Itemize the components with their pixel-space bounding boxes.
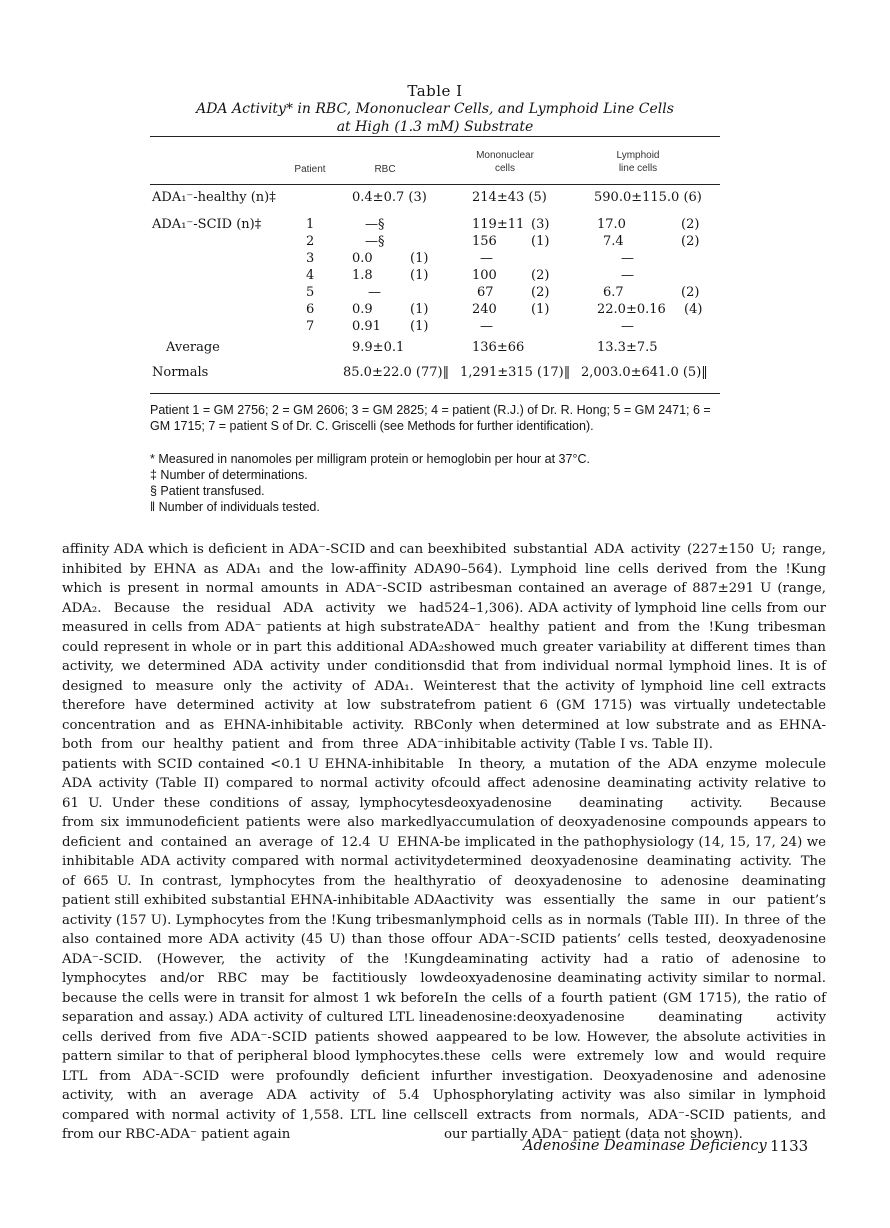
cell-normals-rbc: 85.0±22.0 (77)‖ xyxy=(343,365,450,380)
cell-lymphoid-value: 7.4 xyxy=(603,234,624,249)
cell-lymphoid-value: — xyxy=(621,268,634,283)
cell-patient: 5 xyxy=(306,285,315,300)
cell-patient: 7 xyxy=(306,319,315,334)
column-header-mononuclear-line-2: cells xyxy=(494,163,515,174)
table-header-rule xyxy=(150,184,720,185)
table-caption-line-2: at High (1.3 mM) Substrate xyxy=(336,119,534,135)
row-label-scid: ADA₁⁻-SCID (n)‡ xyxy=(152,217,262,232)
row-label-normals: Normals xyxy=(152,365,209,380)
cell-lymphoid-value: 6.7 xyxy=(603,285,624,300)
cell-rbc-n: (1) xyxy=(410,319,429,334)
cell-patient: 1 xyxy=(306,217,315,232)
row-label-healthy: ADA₁⁻-healthy (n)‡ xyxy=(152,190,276,205)
cell-rbc-value: 0.9 xyxy=(352,302,373,317)
table-heading xyxy=(150,82,720,136)
cell-lymphoid-n: (2) xyxy=(681,285,700,300)
cell-lymphoid-n: (2) xyxy=(681,234,700,249)
body-paragraph: In theory, a mutation of the ADA enzyme molecule could affect adenosine deaminating activity relative to deoxyadenosine deaminating activity. Because accumulation of deoxyadenosine compounds appears to be implicated in the pathophysiology (14, 15, 17, 24) we determined deoxyadenosine deaminating activity. The ratio of deoxyadenosine to adenosine deaminating activity was essentially the same in our patient’s lymphoid cells as in normals (Table III). In three of the four ADA⁻-SCID patients’ cells tested, deoxyadenosine deaminating activity had a ratio of adenosine to deoxyadenosine deaminating activity similar to normal. In the cells of a fourth patient (GM 1715), the ratio of adenosine:deoxyadenosine deaminating activity appeared to be low. However, the absolute activities in these cells were extremely low and would require further investigation. Deoxyadenosine and adenosine phosphorylating activity was also similar in lymphoid cell extracts from normals, ADA⁻-SCID patients, and our partially ADA⁻ patient (data not shown). xyxy=(444,756,826,1142)
cell-patient: 4 xyxy=(306,268,315,283)
page-number: 1133 xyxy=(770,1137,809,1155)
cell-rbc-value: —§ xyxy=(365,234,385,249)
cell-mononuclear-value: 67 xyxy=(477,285,494,300)
cell-mononuclear-value: 119±11 xyxy=(472,217,525,232)
cell-lymphoid-value: — xyxy=(621,251,634,266)
cell-lymphoid-value: 22.0±0.16 xyxy=(597,302,666,317)
cell-mononuclear-n: (2) xyxy=(531,268,550,283)
body-column-left xyxy=(62,540,444,1145)
cell-mononuclear-n: (1) xyxy=(531,234,550,249)
table-caption-line-1: ADA Activity* in RBC, Mononuclear Cells, and Lymphoid Line Cells xyxy=(196,101,674,117)
cell-lymphoid-value: — xyxy=(621,319,634,334)
row-label-average: Average xyxy=(166,340,220,355)
body-column-right xyxy=(444,540,826,1145)
cell-lymphoid-n: (2) xyxy=(681,217,700,232)
running-title: Adenosine Deaminase Deficiency xyxy=(523,1138,767,1154)
cell-mononuclear-value: — xyxy=(480,319,493,334)
column-header-lymphoid-line-2: line cells xyxy=(618,163,658,174)
table-label: Table I xyxy=(407,82,463,100)
cell-mononuclear-n: (2) xyxy=(531,285,550,300)
cell-mononuclear-value: — xyxy=(480,251,493,266)
table-top-rule xyxy=(150,136,720,137)
footnote-determinations: ‡ Number of determinations. xyxy=(150,468,308,482)
body-paragraph: affinity ADA which is deficient in ADA⁻-SCID and can be inhibited by EHNA as ADA₁ and the low-affinity ADA which is present in normal amounts in ADA⁻-SCID as ADA₂. Because the residual ADA activity we had measured in cells from ADA⁻ patients at high substrate could represent in whole or in part this additional ADA₂ activity, we determined ADA activity under conditions designed to measure only the activity of ADA₁. We therefore have determined activity at low substrate concentration and as EHNA-inhibitable activity. RBC both from our healthy patient and from three ADA⁻ patients with SCID contained <0.1 U EHNA-inhibitable ADA activity (Table II) compared to normal activity of 61 U. Under these conditions of assay, lymphocytes from six immunodeficient patients were also markedly deficient and contained an average of 12.4 U EHNA-inhibitable ADA activity compared with normal activity of 665 U. In contrast, lymphocytes from the healthy patient still exhibited substantial EHNA-inhibitable ADA activity (157 U). Lymphocytes from the !Kung tribesman also contained more ADA activity (45 U) than those of ADA⁻-SCID. (However, the activity of the !Kung lymphocytes and/or RBC may be factitiously low because the cells were in transit for almost 1 wk before separation and assay.) ADA activity of cultured LTL line cells derived from five ADA⁻-SCID patients showed a pattern similar to that of peripheral blood lymphocytes. LTL from ADA⁻-SCID were profoundly deficient in activity, with an average ADA activity of 5.4 U compared with normal activity of 1,558. LTL line cells from our RBC-ADA⁻ patient again xyxy=(62,542,444,1142)
cell-rbc-value: —§ xyxy=(365,217,385,232)
cell-rbc-value: 0.0 xyxy=(352,251,373,266)
cell-average-mononuclear: 136±66 xyxy=(472,340,525,355)
cell-normals-mononuclear: 1,291±315 (17)‖ xyxy=(460,365,571,380)
cell-mononuclear-n: (1) xyxy=(531,302,550,317)
cell-mononuclear-value: 240 xyxy=(472,302,497,317)
cell-mononuclear-value: 100 xyxy=(472,268,497,283)
cell-patient: 6 xyxy=(306,302,315,317)
cell-rbc-n: (1) xyxy=(410,302,429,317)
cell-normals-lymphoid: 2,003.0±641.0 (5)‖ xyxy=(581,365,708,380)
cell-rbc-value: — xyxy=(368,285,381,300)
cell-healthy-rbc: 0.4±0.7 (3) xyxy=(352,190,427,205)
body-paragraph: exhibited substantial ADA activity (227±150 U; range, 90–564). Lymphoid line cells derived from the !Kung tribesman contained an average of 887±291 U (range, 524–1,306). ADA activity of lymphoid line cells from our ADA⁻ healthy patient and from the !Kung tribesman showed much greater variability at different times than did that from individual normal lymphoid lines. It is of interest that the activity of lymphoid line cell extracts from patient 6 (GM 1715) was virtually undetectable only when determined at low substrate and as EHNA-inhibitable activity (Table I vs. Table II). xyxy=(444,542,826,752)
cell-mononuclear-n: (3) xyxy=(531,217,550,232)
column-header-lymphoid-line-1: Lymphoid xyxy=(616,150,660,161)
cell-lymphoid-n: (4) xyxy=(684,302,703,317)
cell-healthy-lymphoid: 590.0±115.0 (6) xyxy=(594,190,702,205)
table-bottom-rule xyxy=(150,393,720,394)
cell-healthy-mononuclear: 214±43 (5) xyxy=(472,190,547,205)
cell-rbc-n: (1) xyxy=(410,251,429,266)
column-header-rbc: RBC xyxy=(374,164,396,175)
footnote-transfused: § Patient transfused. xyxy=(150,484,265,498)
column-header-patient: Patient xyxy=(294,164,326,175)
cell-rbc-value: 1.8 xyxy=(352,268,373,283)
footnote-measured: * Measured in nanomoles per milligram protein or hemoglobin per hour at 37°C. xyxy=(150,452,590,466)
cell-average-rbc: 9.9±0.1 xyxy=(352,340,405,355)
cell-average-lymphoid: 13.3±7.5 xyxy=(597,340,658,355)
column-header-mononuclear xyxy=(470,149,540,175)
cell-rbc-n: (1) xyxy=(410,268,429,283)
column-header-lymphoid xyxy=(608,149,668,175)
column-header-mononuclear-line-1: Mononuclear xyxy=(476,150,534,161)
cell-rbc-value: 0.91 xyxy=(352,319,381,334)
cell-mononuclear-value: 156 xyxy=(472,234,497,249)
footnote-individuals: ‖ Number of individuals tested. xyxy=(150,500,320,514)
cell-patient: 3 xyxy=(306,251,315,266)
footnote-patients: Patient 1 = GM 2756; 2 = GM 2606; 3 = GM 2825; 4 = patient (R.J.) of Dr. R. Hong; 5 = GM 2471; 6 = GM 1715; 7 = patient S of Dr. C. Griscelli (see Methods for further identification). xyxy=(150,403,711,434)
cell-lymphoid-value: 17.0 xyxy=(597,217,626,232)
cell-patient: 2 xyxy=(306,234,315,249)
